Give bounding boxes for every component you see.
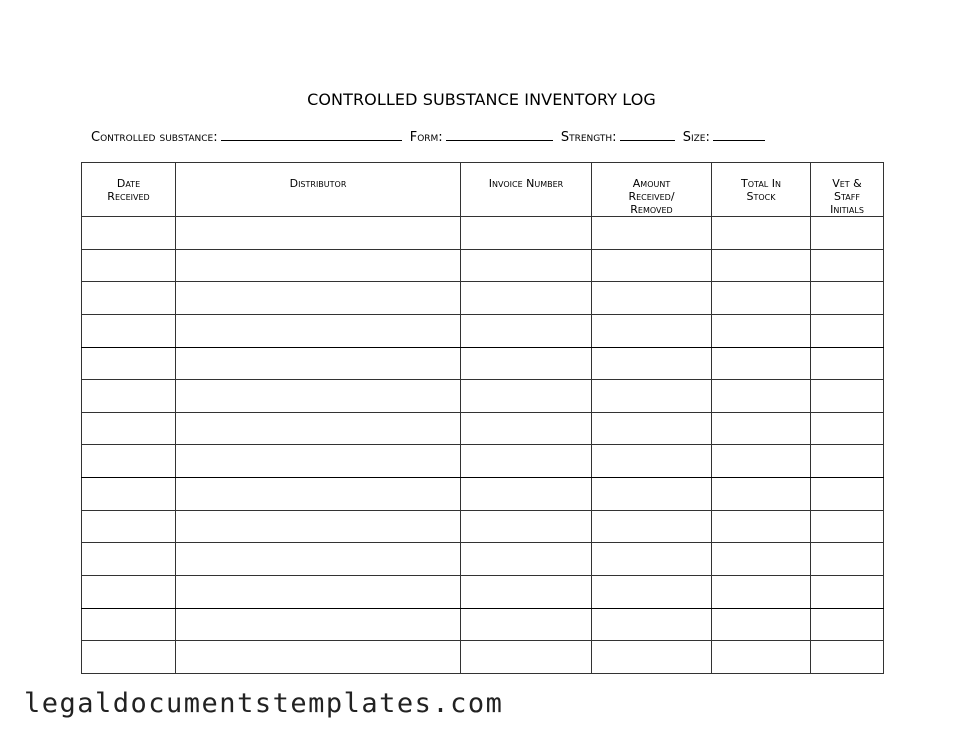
column-header-invoice-number: Invoice Number xyxy=(461,163,592,217)
table-cell[interactable] xyxy=(461,608,592,641)
controlled-substance-label: Controlled substance: xyxy=(91,130,218,145)
column-header-distributor: Distributor xyxy=(176,163,461,217)
table-cell[interactable] xyxy=(82,445,176,478)
table-cell[interactable] xyxy=(461,478,592,511)
table-body xyxy=(82,217,884,674)
table-cell[interactable] xyxy=(176,641,461,674)
table-cell[interactable] xyxy=(712,217,811,250)
table-cell[interactable] xyxy=(82,412,176,445)
table-cell[interactable] xyxy=(592,608,712,641)
table-cell[interactable] xyxy=(712,380,811,413)
table-cell[interactable] xyxy=(82,641,176,674)
table-cell[interactable] xyxy=(811,608,884,641)
table-cell[interactable] xyxy=(176,412,461,445)
size-label: Size: xyxy=(682,130,710,145)
table-cell[interactable] xyxy=(811,445,884,478)
table-cell[interactable] xyxy=(82,576,176,609)
table-cell[interactable] xyxy=(712,445,811,478)
table-cell[interactable] xyxy=(176,576,461,609)
table-row xyxy=(82,510,884,543)
table-cell[interactable] xyxy=(811,249,884,282)
table-cell[interactable] xyxy=(82,510,176,543)
table-row xyxy=(82,249,884,282)
table-row xyxy=(82,608,884,641)
table-cell[interactable] xyxy=(811,380,884,413)
table-cell[interactable] xyxy=(811,543,884,576)
inventory-log-table xyxy=(81,162,884,674)
table-cell[interactable] xyxy=(712,347,811,380)
table-cell[interactable] xyxy=(712,510,811,543)
table-cell[interactable] xyxy=(82,314,176,347)
table-cell[interactable] xyxy=(82,249,176,282)
table-cell[interactable] xyxy=(811,314,884,347)
table-cell[interactable] xyxy=(82,608,176,641)
table-cell[interactable] xyxy=(176,217,461,250)
table-cell[interactable] xyxy=(176,445,461,478)
table-row xyxy=(82,282,884,315)
table-cell[interactable] xyxy=(461,282,592,315)
table-cell[interactable] xyxy=(712,543,811,576)
table-cell[interactable] xyxy=(461,576,592,609)
table-cell[interactable] xyxy=(176,249,461,282)
table-cell[interactable] xyxy=(82,380,176,413)
document-title: CONTROLLED SUBSTANCE INVENTORY LOG xyxy=(307,90,656,109)
table-cell[interactable] xyxy=(811,217,884,250)
table-cell[interactable] xyxy=(592,478,712,511)
table-cell[interactable] xyxy=(592,217,712,250)
table-cell[interactable] xyxy=(461,380,592,413)
table-cell[interactable] xyxy=(176,282,461,315)
table-header-row xyxy=(82,163,884,217)
table-row xyxy=(82,576,884,609)
table-cell[interactable] xyxy=(176,543,461,576)
table-cell[interactable] xyxy=(592,347,712,380)
table-cell[interactable] xyxy=(82,282,176,315)
size-field[interactable] xyxy=(713,128,765,141)
table-cell[interactable] xyxy=(461,217,592,250)
table-cell[interactable] xyxy=(461,347,592,380)
substance-fields-row xyxy=(91,128,881,145)
table-cell[interactable] xyxy=(592,510,712,543)
table-cell[interactable] xyxy=(811,641,884,674)
table-cell[interactable] xyxy=(82,347,176,380)
table-cell[interactable] xyxy=(712,314,811,347)
table-cell[interactable] xyxy=(712,478,811,511)
table-row xyxy=(82,543,884,576)
table-cell[interactable] xyxy=(712,282,811,315)
table-row xyxy=(82,412,884,445)
table-cell[interactable] xyxy=(461,510,592,543)
table-cell[interactable] xyxy=(592,543,712,576)
table-row xyxy=(82,380,884,413)
table-cell[interactable] xyxy=(82,217,176,250)
table-cell[interactable] xyxy=(592,445,712,478)
table-cell[interactable] xyxy=(592,576,712,609)
form-field[interactable] xyxy=(446,128,553,141)
table-cell[interactable] xyxy=(176,478,461,511)
table-cell[interactable] xyxy=(592,249,712,282)
form-label: Form: xyxy=(409,130,443,145)
column-header-date-received: Date Received xyxy=(82,163,176,217)
table-cell[interactable] xyxy=(461,412,592,445)
table-cell[interactable] xyxy=(461,543,592,576)
table-cell[interactable] xyxy=(811,347,884,380)
table-cell[interactable] xyxy=(712,641,811,674)
table-cell[interactable] xyxy=(461,314,592,347)
table-cell[interactable] xyxy=(811,576,884,609)
column-header-total-in-stock: Total In Stock xyxy=(712,163,811,217)
table-cell[interactable] xyxy=(811,478,884,511)
table-cell[interactable] xyxy=(176,608,461,641)
table-cell[interactable] xyxy=(811,510,884,543)
table-cell[interactable] xyxy=(461,641,592,674)
table-cell[interactable] xyxy=(461,249,592,282)
table-cell[interactable] xyxy=(176,380,461,413)
table-row xyxy=(82,478,884,511)
table-cell[interactable] xyxy=(592,641,712,674)
column-header-initials: Vet & Staff Initials xyxy=(811,163,884,217)
table-cell[interactable] xyxy=(461,445,592,478)
controlled-substance-field[interactable] xyxy=(221,128,402,141)
strength-field[interactable] xyxy=(620,128,675,141)
table-cell[interactable] xyxy=(592,412,712,445)
watermark-text: legaldocumentstemplates.com xyxy=(24,688,504,719)
table-cell[interactable] xyxy=(592,282,712,315)
table-row xyxy=(82,217,884,250)
table-cell[interactable] xyxy=(176,314,461,347)
table-row xyxy=(82,641,884,674)
table-cell[interactable] xyxy=(712,576,811,609)
table-cell[interactable] xyxy=(811,282,884,315)
table-cell[interactable] xyxy=(82,543,176,576)
table-row xyxy=(82,347,884,380)
table-cell[interactable] xyxy=(592,380,712,413)
table-cell[interactable] xyxy=(712,608,811,641)
table-cell[interactable] xyxy=(712,412,811,445)
table-cell[interactable] xyxy=(176,347,461,380)
strength-label: Strength: xyxy=(560,130,617,145)
table-row xyxy=(82,445,884,478)
table-cell[interactable] xyxy=(592,314,712,347)
table-row xyxy=(82,314,884,347)
table-cell[interactable] xyxy=(811,412,884,445)
table-cell[interactable] xyxy=(712,249,811,282)
column-header-amount: Amount Received/ Removed xyxy=(592,163,712,217)
table-cell[interactable] xyxy=(176,510,461,543)
table-cell[interactable] xyxy=(82,478,176,511)
